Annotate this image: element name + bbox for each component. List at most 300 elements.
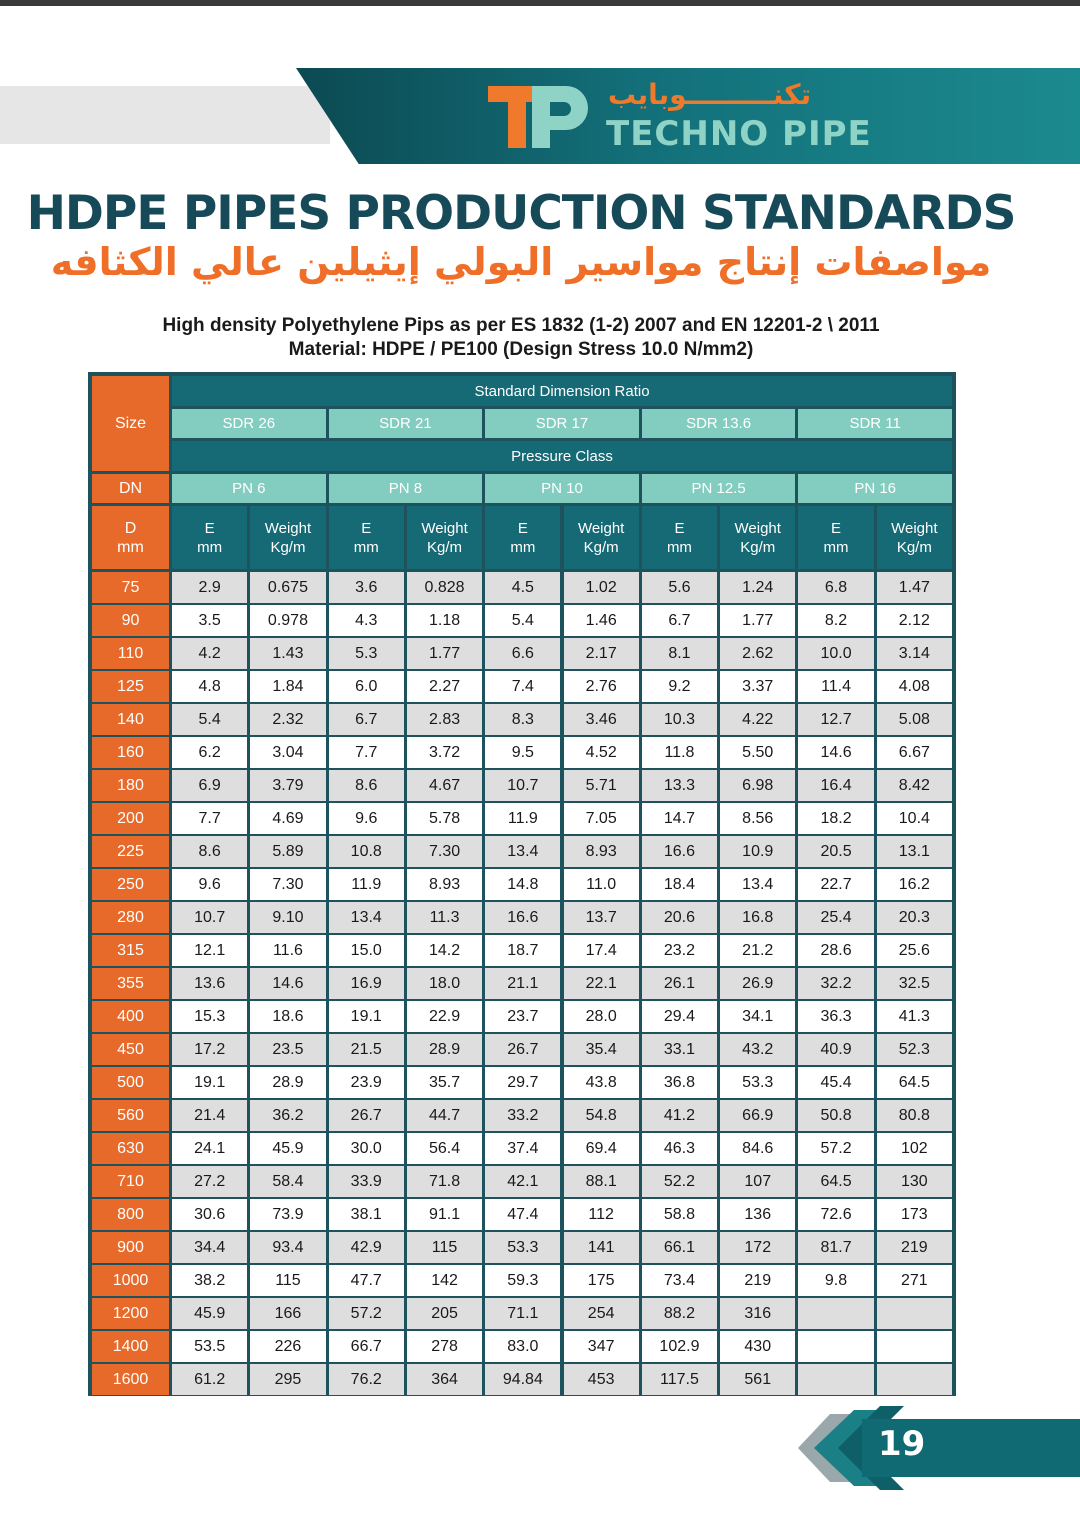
table-cell: 73.4 (642, 1265, 717, 1296)
table-cell: 9.6 (329, 803, 404, 834)
table-cell: 18.7 (485, 935, 560, 966)
table-cell: 27.2 (172, 1166, 247, 1197)
size-cell: 1200 (92, 1298, 169, 1329)
size-header: Size (92, 376, 169, 471)
table-cell: 16.8 (720, 902, 795, 933)
table-cell: 9.10 (250, 902, 325, 933)
e-mm-header (642, 506, 717, 569)
table-cell: 10.0 (798, 638, 873, 669)
col-label: E (204, 519, 215, 537)
size-cell: 355 (92, 968, 169, 999)
table-cell: 561 (720, 1364, 795, 1395)
table-cell: 22.9 (407, 1001, 482, 1032)
table-cell: 26.1 (642, 968, 717, 999)
e-mm-header (798, 506, 873, 569)
table-cell: 14.7 (642, 803, 717, 834)
table-cell: 226 (250, 1331, 325, 1362)
table-cell: 7.4 (485, 671, 560, 702)
table-cell: 84.6 (720, 1133, 795, 1164)
table-cell: 36.8 (642, 1067, 717, 1098)
size-cell: 630 (92, 1133, 169, 1164)
weight-header (564, 506, 639, 569)
table-cell: 13.1 (877, 836, 952, 867)
table-cell: 13.6 (172, 968, 247, 999)
table-cell: 316 (720, 1298, 795, 1329)
table-cell: 72.6 (798, 1199, 873, 1230)
table-cell: 6.98 (720, 770, 795, 801)
table-cell: 18.0 (407, 968, 482, 999)
pn-header: PN 8 (329, 474, 483, 503)
table-cell: 3.6 (329, 572, 404, 603)
table-cell: 57.2 (329, 1298, 404, 1329)
table-cell: 45.9 (172, 1298, 247, 1329)
table-cell: 0.828 (407, 572, 482, 603)
table-cell: 33.9 (329, 1166, 404, 1197)
table-cell: 37.4 (485, 1133, 560, 1164)
table-cell: 136 (720, 1199, 795, 1230)
table-cell: 53.3 (485, 1232, 560, 1263)
col-label: E (361, 519, 372, 537)
col-label: Weight (577, 519, 625, 537)
table-cell: 32.2 (798, 968, 873, 999)
table-cell: 2.76 (564, 671, 639, 702)
table-cell: 115 (250, 1265, 325, 1296)
table-cell: 5.89 (250, 836, 325, 867)
page-title-arabic: مواصفات إنتاج مواسير البولي إيثيلين عالي الكثافه (50, 240, 992, 284)
weight-header (720, 506, 795, 569)
table-cell: 14.6 (250, 968, 325, 999)
table-cell: 12.7 (798, 704, 873, 735)
size-cell: 560 (92, 1100, 169, 1131)
table-cell: 52.2 (642, 1166, 717, 1197)
table-cell: 5.71 (564, 770, 639, 801)
table-cell: 2.17 (564, 638, 639, 669)
table-cell: 5.78 (407, 803, 482, 834)
e-mm-header (329, 506, 404, 569)
table-cell: 56.4 (407, 1133, 482, 1164)
table-cell: 66.9 (720, 1100, 795, 1131)
table-cell: 58.4 (250, 1166, 325, 1197)
table-cell: 38.1 (329, 1199, 404, 1230)
size-cell: 225 (92, 836, 169, 867)
table-cell: 1.43 (250, 638, 325, 669)
col-label: E (674, 519, 685, 537)
col-unit: Kg/m (583, 538, 619, 556)
table-cell: 5.08 (877, 704, 952, 735)
col-unit: mm (197, 538, 223, 556)
table-cell (877, 1331, 952, 1362)
size-cell: 710 (92, 1166, 169, 1197)
table-cell: 16.6 (642, 836, 717, 867)
dn-header: DN (92, 474, 169, 503)
table-cell: 30.0 (329, 1133, 404, 1164)
table-cell: 57.2 (798, 1133, 873, 1164)
table-cell: 107 (720, 1166, 795, 1197)
col-unit: mm (666, 538, 692, 556)
table-cell: 35.4 (564, 1034, 639, 1065)
table-cell: 42.9 (329, 1232, 404, 1263)
table-cell: 4.22 (720, 704, 795, 735)
table-cell: 166 (250, 1298, 325, 1329)
pn-header: PN 10 (485, 474, 639, 503)
table-cell: 64.5 (877, 1067, 952, 1098)
table-cell: 172 (720, 1232, 795, 1263)
table-cell: 22.1 (564, 968, 639, 999)
sdr-header: SDR 21 (329, 409, 483, 438)
page-title: HDPE PIPES PRODUCTION STANDARDS (26, 186, 1016, 241)
table-cell: 10.3 (642, 704, 717, 735)
table-cell: 8.3 (485, 704, 560, 735)
table-cell: 42.1 (485, 1166, 560, 1197)
table-cell: 130 (877, 1166, 952, 1197)
sdr-header: SDR 26 (172, 409, 326, 438)
pressure-class-header: Pressure Class (172, 441, 952, 471)
table-cell (798, 1298, 873, 1329)
table-cell: 83.0 (485, 1331, 560, 1362)
table-cell: 25.4 (798, 902, 873, 933)
table-cell: 1.47 (877, 572, 952, 603)
table-cell: 58.8 (642, 1199, 717, 1230)
pn-header: PN 6 (172, 474, 326, 503)
table-cell: 23.2 (642, 935, 717, 966)
table-cell: 21.1 (485, 968, 560, 999)
table-cell: 23.5 (250, 1034, 325, 1065)
table-cell: 7.30 (407, 836, 482, 867)
table-cell: 13.4 (485, 836, 560, 867)
table-cell: 10.7 (485, 770, 560, 801)
col-label: Weight (264, 519, 312, 537)
table-cell: 1.18 (407, 605, 482, 636)
col-label: Weight (891, 519, 938, 537)
table-cell: 6.9 (172, 770, 247, 801)
table-cell: 24.1 (172, 1133, 247, 1164)
table-cell: 8.93 (564, 836, 639, 867)
table-cell: 102 (877, 1133, 952, 1164)
table-cell: 94.84 (485, 1364, 560, 1395)
e-mm-header (172, 506, 247, 569)
table-cell: 3.72 (407, 737, 482, 768)
table-cell: 41.2 (642, 1100, 717, 1131)
table-cell: 5.4 (485, 605, 560, 636)
table-cell: 53.5 (172, 1331, 247, 1362)
table-cell: 142 (407, 1265, 482, 1296)
table-cell: 205 (407, 1298, 482, 1329)
table-cell: 11.9 (485, 803, 560, 834)
size-cell: 125 (92, 671, 169, 702)
col-unit: mm (510, 538, 536, 556)
table-cell: 1.24 (720, 572, 795, 603)
table-cell: 173 (877, 1199, 952, 1230)
table-cell: 26.7 (329, 1100, 404, 1131)
size-cell: 250 (92, 869, 169, 900)
table-cell: 11.9 (329, 869, 404, 900)
table-cell: 364 (407, 1364, 482, 1395)
size-cell: 140 (92, 704, 169, 735)
table-cell: 13.4 (329, 902, 404, 933)
size-cell: 75 (92, 572, 169, 603)
table-cell: 4.5 (485, 572, 560, 603)
table-cell: 41.3 (877, 1001, 952, 1032)
table-cell: 15.0 (329, 935, 404, 966)
table-cell: 26.7 (485, 1034, 560, 1065)
d-mm-header (92, 506, 169, 569)
table-cell: 9.2 (642, 671, 717, 702)
table-cell: 16.4 (798, 770, 873, 801)
pipe-standards-table (88, 372, 956, 1396)
table-cell: 23.7 (485, 1001, 560, 1032)
table-cell: 54.8 (564, 1100, 639, 1131)
table-cell: 8.2 (798, 605, 873, 636)
table-cell: 219 (877, 1232, 952, 1263)
size-cell: 400 (92, 1001, 169, 1032)
table-cell: 8.42 (877, 770, 952, 801)
weight-header (250, 506, 325, 569)
table-cell: 18.6 (250, 1001, 325, 1032)
header-gray-bar (0, 86, 330, 144)
table-cell: 278 (407, 1331, 482, 1362)
table-cell: 8.6 (329, 770, 404, 801)
table-cell: 9.8 (798, 1265, 873, 1296)
table-cell: 46.3 (642, 1133, 717, 1164)
size-cell: 800 (92, 1199, 169, 1230)
table-cell: 28.9 (407, 1034, 482, 1065)
table-cell: 6.7 (329, 704, 404, 735)
table-cell: 17.4 (564, 935, 639, 966)
table-cell: 3.46 (564, 704, 639, 735)
d-label: D (124, 519, 137, 537)
table-cell: 9.6 (172, 869, 247, 900)
table-cell: 5.3 (329, 638, 404, 669)
table-cell: 5.50 (720, 737, 795, 768)
table-cell: 93.4 (250, 1232, 325, 1263)
table-cell: 430 (720, 1331, 795, 1362)
table-cell: 33.2 (485, 1100, 560, 1131)
page-number: 19 (878, 1424, 926, 1464)
table-cell: 4.2 (172, 638, 247, 669)
col-unit: Kg/m (740, 538, 776, 556)
table-cell: 3.04 (250, 737, 325, 768)
table-cell: 29.7 (485, 1067, 560, 1098)
table-cell: 17.2 (172, 1034, 247, 1065)
table-cell: 7.7 (172, 803, 247, 834)
table-cell: 102.9 (642, 1331, 717, 1362)
table-cell: 73.9 (250, 1199, 325, 1230)
table-cell: 2.32 (250, 704, 325, 735)
table-cell: 88.1 (564, 1166, 639, 1197)
table-cell: 22.7 (798, 869, 873, 900)
table-cell: 1.46 (564, 605, 639, 636)
table-cell: 34.4 (172, 1232, 247, 1263)
table-cell: 3.14 (877, 638, 952, 669)
table-cell: 45.4 (798, 1067, 873, 1098)
table-cell: 47.7 (329, 1265, 404, 1296)
col-unit: Kg/m (427, 538, 463, 556)
table-cell: 13.3 (642, 770, 717, 801)
sdr-group-header: Standard Dimension Ratio (172, 376, 952, 406)
size-cell: 1600 (92, 1364, 169, 1395)
size-cell: 1000 (92, 1265, 169, 1296)
col-label: Weight (734, 519, 781, 537)
subtitle-material: Material: HDPE / PE100 (Design Stress 10.0 N/mm2) (288, 339, 754, 360)
table-cell: 52.3 (877, 1034, 952, 1065)
table-cell: 14.8 (485, 869, 560, 900)
table-cell: 8.1 (642, 638, 717, 669)
table-cell: 11.3 (407, 902, 482, 933)
table-cell: 1.77 (407, 638, 482, 669)
table-cell: 19.1 (172, 1067, 247, 1098)
table-cell: 2.12 (877, 605, 952, 636)
table-cell: 6.2 (172, 737, 247, 768)
table-cell: 5.4 (172, 704, 247, 735)
table-cell: 3.79 (250, 770, 325, 801)
table-cell: 2.62 (720, 638, 795, 669)
sdr-header: SDR 13.6 (642, 409, 796, 438)
subtitle-standards: High density Polyethylene Pips as per ES 1832 (1-2) 2007 and EN 12201-2 \ 2011 (162, 315, 880, 336)
table-cell: 1.02 (564, 572, 639, 603)
table-cell: 5.6 (642, 572, 717, 603)
table-cell: 64.5 (798, 1166, 873, 1197)
table-cell: 29.4 (642, 1001, 717, 1032)
table-cell: 33.1 (642, 1034, 717, 1065)
size-cell: 280 (92, 902, 169, 933)
table-cell: 11.4 (798, 671, 873, 702)
table-cell: 15.3 (172, 1001, 247, 1032)
table-cell: 19.1 (329, 1001, 404, 1032)
size-cell: 160 (92, 737, 169, 768)
table-cell: 0.675 (250, 572, 325, 603)
size-cell: 900 (92, 1232, 169, 1263)
table-cell: 453 (564, 1364, 639, 1395)
table-cell: 35.7 (407, 1067, 482, 1098)
table-cell: 28.9 (250, 1067, 325, 1098)
table-cell: 25.6 (877, 935, 952, 966)
table-cell: 10.4 (877, 803, 952, 834)
table-cell: 10.8 (329, 836, 404, 867)
table-cell: 141 (564, 1232, 639, 1263)
table-cell: 1.77 (720, 605, 795, 636)
table-cell: 6.67 (877, 737, 952, 768)
table-cell: 271 (877, 1265, 952, 1296)
table-cell: 7.30 (250, 869, 325, 900)
size-cell: 315 (92, 935, 169, 966)
size-cell: 180 (92, 770, 169, 801)
table-cell: 6.6 (485, 638, 560, 669)
table-cell: 4.52 (564, 737, 639, 768)
table-cell: 28.0 (564, 1001, 639, 1032)
table-cell: 14.2 (407, 935, 482, 966)
col-label: Weight (421, 519, 468, 537)
col-unit: mm (823, 538, 849, 556)
table-cell: 18.2 (798, 803, 873, 834)
table-cell: 112 (564, 1199, 639, 1230)
table-cell: 69.4 (564, 1133, 639, 1164)
size-cell: 200 (92, 803, 169, 834)
table-cell: 347 (564, 1331, 639, 1362)
table-cell: 91.1 (407, 1199, 482, 1230)
table-cell: 8.93 (407, 869, 482, 900)
table-cell: 1.84 (250, 671, 325, 702)
table-cell: 38.2 (172, 1265, 247, 1296)
size-cell: 500 (92, 1067, 169, 1098)
table-cell: 3.37 (720, 671, 795, 702)
table-cell: 76.2 (329, 1364, 404, 1395)
table-cell: 18.4 (642, 869, 717, 900)
col-unit: Kg/m (896, 538, 932, 556)
table-cell: 16.9 (329, 968, 404, 999)
table-cell: 45.9 (250, 1133, 325, 1164)
table-cell (798, 1364, 873, 1395)
table-cell: 10.9 (720, 836, 795, 867)
table-cell: 254 (564, 1298, 639, 1329)
table-cell (877, 1364, 952, 1395)
d-unit: mm (117, 538, 144, 556)
table-cell: 32.5 (877, 968, 952, 999)
table-cell: 23.9 (329, 1067, 404, 1098)
table-cell: 21.4 (172, 1100, 247, 1131)
table-cell: 88.2 (642, 1298, 717, 1329)
table-cell: 21.2 (720, 935, 795, 966)
table-cell: 295 (250, 1364, 325, 1395)
table-cell: 0.978 (250, 605, 325, 636)
weight-header (407, 506, 482, 569)
sdr-header: SDR 11 (798, 409, 952, 438)
table-cell: 2.27 (407, 671, 482, 702)
logo-arabic-text: تكنـــــــــوبايب (608, 78, 812, 111)
e-mm-header (485, 506, 560, 569)
table-cell: 28.6 (798, 935, 873, 966)
table-cell: 66.7 (329, 1331, 404, 1362)
table-cell: 26.9 (720, 968, 795, 999)
table-cell: 6.8 (798, 572, 873, 603)
table-cell: 21.5 (329, 1034, 404, 1065)
table-cell: 117.5 (642, 1364, 717, 1395)
table-cell: 4.3 (329, 605, 404, 636)
table-cell: 53.3 (720, 1067, 795, 1098)
pn-header: PN 16 (798, 474, 952, 503)
table-cell: 66.1 (642, 1232, 717, 1263)
size-cell: 450 (92, 1034, 169, 1065)
table-cell: 6.7 (642, 605, 717, 636)
table-cell: 219 (720, 1265, 795, 1296)
size-cell: 1400 (92, 1331, 169, 1362)
table-cell: 16.2 (877, 869, 952, 900)
table-cell: 43.8 (564, 1067, 639, 1098)
table-cell: 4.8 (172, 671, 247, 702)
table-cell: 50.8 (798, 1100, 873, 1131)
table-cell: 7.05 (564, 803, 639, 834)
table-cell: 13.4 (720, 869, 795, 900)
table-cell: 7.7 (329, 737, 404, 768)
table-cell: 11.6 (250, 935, 325, 966)
sdr-header: SDR 17 (485, 409, 639, 438)
size-cell: 90 (92, 605, 169, 636)
techno-pipe-logo-icon (484, 82, 594, 152)
col-unit: Kg/m (270, 538, 306, 556)
table-cell: 10.7 (172, 902, 247, 933)
table-cell: 16.6 (485, 902, 560, 933)
table-cell: 81.7 (798, 1232, 873, 1263)
table-cell: 11.8 (642, 737, 717, 768)
table-cell: 20.3 (877, 902, 952, 933)
weight-header (877, 506, 952, 569)
table-cell: 2.9 (172, 572, 247, 603)
table-cell: 61.2 (172, 1364, 247, 1395)
table-cell: 71.1 (485, 1298, 560, 1329)
table-cell: 34.1 (720, 1001, 795, 1032)
table-cell: 12.1 (172, 935, 247, 966)
table-cell: 11.0 (564, 869, 639, 900)
table-cell: 13.7 (564, 902, 639, 933)
